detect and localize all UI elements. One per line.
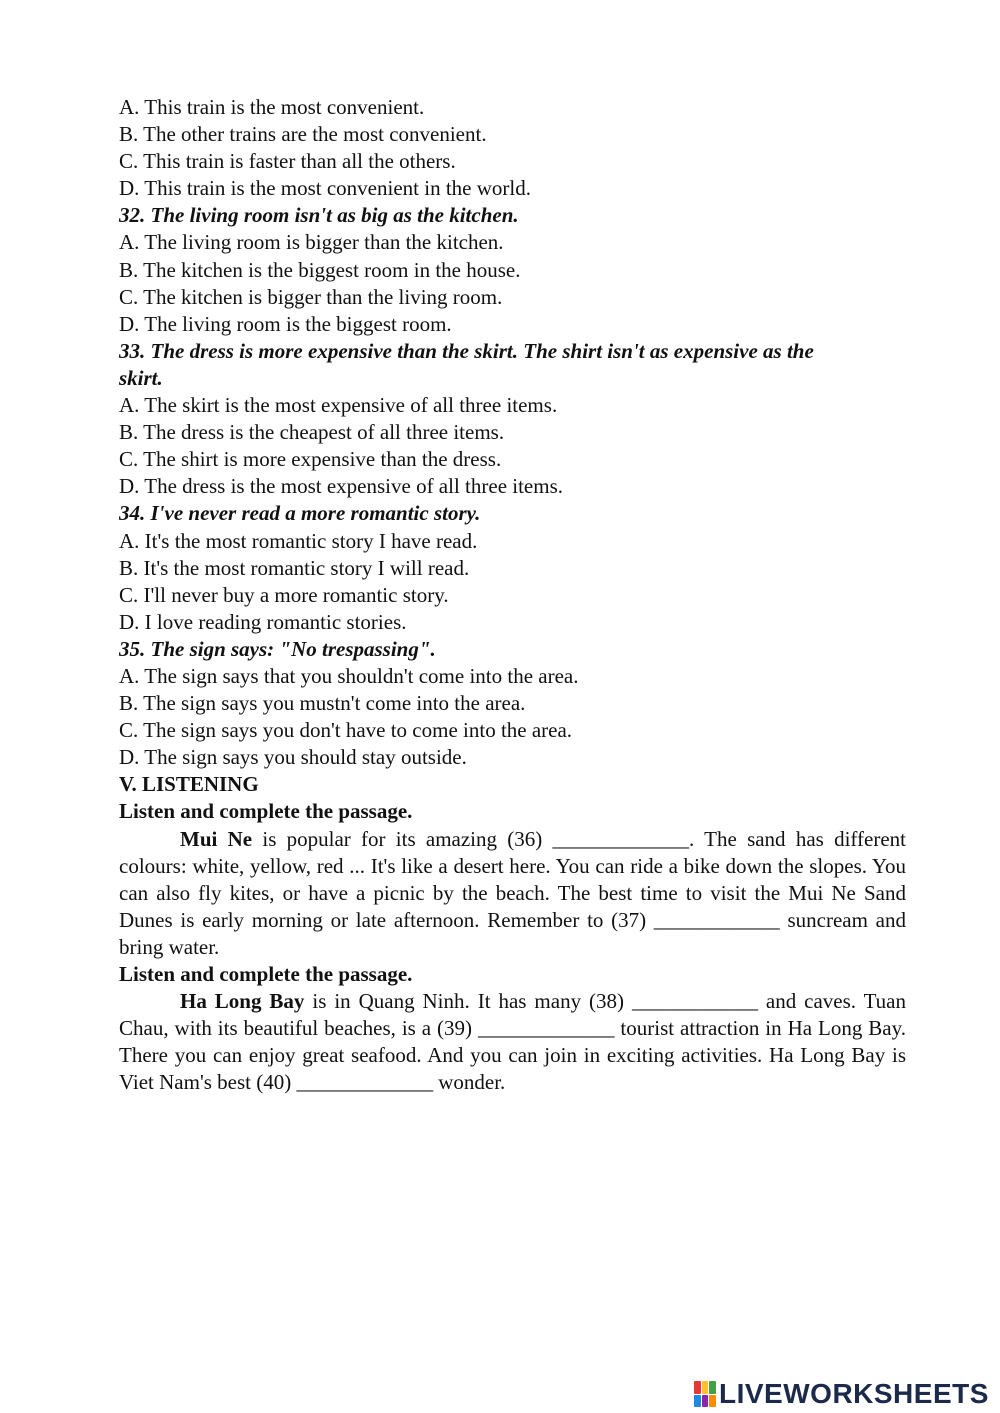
liveworksheets-logo-icon — [694, 1381, 716, 1407]
liveworksheets-watermark — [694, 1378, 989, 1410]
section-title-listening: V. LISTENING — [119, 772, 259, 797]
passage-1-bold-start: Mui Ne — [180, 826, 253, 851]
option-34c[interactable]: C. I'll never buy a more romantic story. — [119, 582, 449, 607]
logo-tile — [702, 1395, 709, 1408]
logo-tile — [709, 1381, 716, 1394]
option-32b[interactable]: B. The kitchen is the biggest room in the house. — [119, 257, 521, 282]
option-33b[interactable]: B. The dress is the cheapest of all three items. — [119, 420, 505, 445]
option-31c[interactable]: C. This train is faster than all the others. — [119, 149, 456, 174]
logo-tile — [694, 1381, 701, 1394]
logo-tile — [709, 1395, 716, 1408]
question-34-prompt: 34. I've never read a more romantic story. — [119, 501, 481, 526]
option-31a[interactable]: A. This train is the most convenient. — [119, 95, 425, 119]
question-32 — [119, 202, 906, 337]
question-34 — [119, 500, 906, 635]
passage-2-body: is in Quang Ninh. It has many (38) ____________ and caves. Tuan Chau, with its beautiful beaches, is a (39) _____________ tourist attraction in Ha Long Bay. There you can enjoy great seafood. And you can join in exciting activities. Ha Long Bay is Viet Nam's best (40) _____________ wonder. — [119, 989, 907, 1095]
listening-passage-1 — [119, 798, 906, 961]
option-35a[interactable]: A. The sign says that you shouldn't come into the area. — [119, 663, 579, 688]
option-31b[interactable]: B. The other trains are the most convenient. — [119, 122, 487, 147]
option-32c[interactable]: C. The kitchen is bigger than the living room. — [119, 284, 503, 309]
question-35-prompt: 35. The sign says: "No trespassing". — [119, 636, 436, 661]
question-33 — [119, 338, 906, 501]
watermark-text: LIVEWORKSHEETS — [719, 1378, 989, 1409]
passage-2-bold-start: Ha Long Bay — [180, 989, 305, 1014]
option-33a[interactable]: A. The skirt is the most expensive of all three items. — [119, 393, 558, 418]
listening-passage-2 — [119, 961, 906, 1096]
question-35 — [119, 636, 906, 771]
logo-tile — [694, 1395, 701, 1408]
passage-1-instruction: Listen and complete the passage. — [119, 799, 413, 824]
option-32d[interactable]: D. The living room is the biggest room. — [119, 311, 452, 336]
worksheet-page — [119, 94, 906, 1096]
passage-1-text — [119, 826, 906, 961]
option-31d[interactable]: D. This train is the most convenient in the world. — [119, 176, 531, 201]
logo-tile — [702, 1381, 709, 1394]
question-31-options — [119, 94, 906, 202]
passage-2-text — [119, 988, 906, 1096]
option-33d[interactable]: D. The dress is the most expensive of all three items. — [119, 474, 564, 499]
option-35b[interactable]: B. The sign says you mustn't come into the area. — [119, 691, 526, 716]
option-35d[interactable]: D. The sign says you should stay outside. — [119, 745, 467, 770]
question-32-prompt: 32. The living room isn't as big as the kitchen. — [119, 203, 519, 228]
passage-1-body: is popular for its amazing (36) _____________. The sand has different colours: white, yellow, red ... It's like a desert here. You can ride a bike down the slopes. You can also fly kites, or have a picnic by the beach. The best time to visit the Mui Ne Sand Dunes is early morning or late afternoon. Remember to (37) ____________ suncream and bring water. — [119, 826, 906, 959]
passage-2-instruction: Listen and complete the passage. — [119, 962, 413, 986]
option-32a[interactable]: A. The living room is bigger than the kitchen. — [119, 230, 504, 255]
option-34d[interactable]: D. I love reading romantic stories. — [119, 609, 407, 634]
option-34b[interactable]: B. It's the most romantic story I will read. — [119, 555, 470, 580]
option-34a[interactable]: A. It's the most romantic story I have read. — [119, 528, 478, 553]
option-33c[interactable]: C. The shirt is more expensive than the dress. — [119, 447, 502, 472]
option-35c[interactable]: C. The sign says you don't have to come into the area. — [119, 718, 573, 743]
question-33-prompt-line1: 33. The dress is more expensive than the skirt. The shirt isn't as expensive as the — [119, 338, 814, 363]
question-33-prompt-line2: skirt. — [119, 365, 163, 390]
